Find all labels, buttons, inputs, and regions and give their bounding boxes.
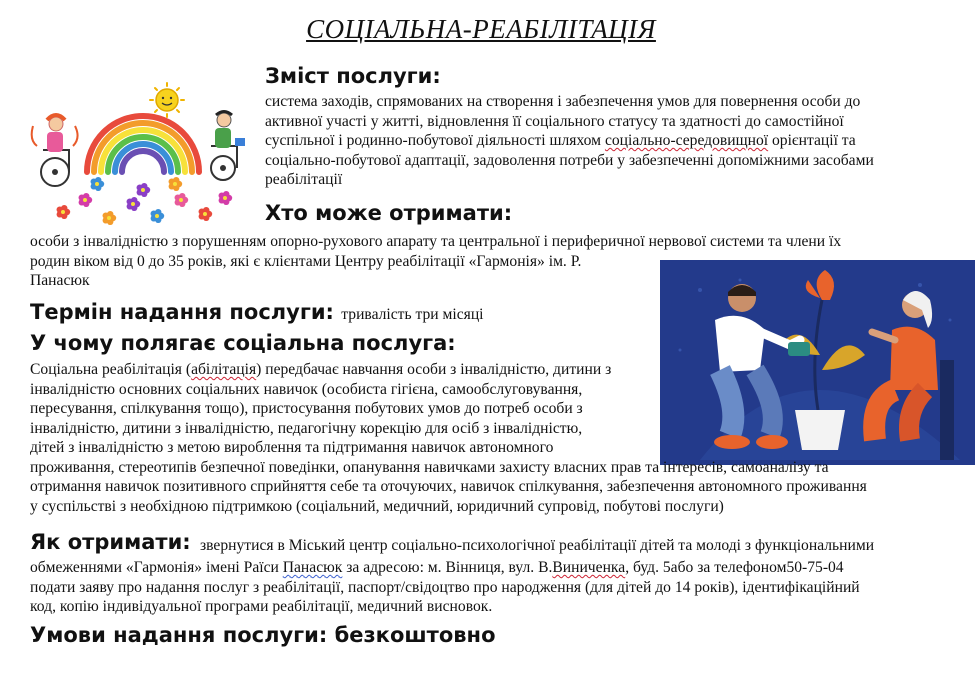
what-line: у суспільстві з необхідною підтримкою (соціальний, медичний, юридичний супровід, побутові послуги) [30, 497, 724, 515]
how-text [30, 558, 860, 617]
who-line: особи з інвалідністю з порушенням опорно-рухового апарату та центральної і периферичної нервової системи та члени їх [30, 233, 842, 250]
what-line: дітей з інвалідністю з метою вироблення та підтримання навичок автономного [30, 439, 554, 456]
how-line: подати заяву про надання послуг з реабілітації, паспорт/свідоцтво про народження (для дітей до 14 років), ідентифікаційний [30, 578, 860, 596]
who-line: Панасюк [30, 272, 90, 289]
content-text [265, 92, 955, 190]
content-line: соціально-побутової адаптації, задоволення потреби у забезпеченні допоміжними засобами [265, 151, 874, 169]
what-line: Соціальна реабілітація (абілітація) передбачає навчання особи з інвалідністю, дитини з [30, 361, 612, 378]
what-line: інвалідністю основних соціальних навичок (особиста гігієна, самообслуговування, [30, 380, 583, 398]
content-line: активної участі у житті, відновлення її соціального статусу та здатності до самостійної [265, 112, 844, 130]
rainbow-children-illustration [25, 80, 263, 228]
how-line: код, копію індивідуальної програми реабілітації, медичний висновок. [30, 598, 493, 615]
conditions-heading: Умови надання послуги: безкоштовно [30, 623, 496, 647]
wheelchair-icon [32, 115, 78, 186]
term-heading: Термін надання послуги: тривалість три місяці [30, 300, 484, 324]
what-heading: У чому полягає соціальна послуга: [30, 331, 456, 355]
content-heading: Зміст послуги: [265, 64, 441, 88]
what-line: пересування, спілкування тощо), пристосування побутових умов до потреб особи з [30, 400, 583, 417]
how-text-first: звернутися в Міський центр соціально-психологічної реабілітації дітей та молоді з функціональними [200, 537, 875, 554]
how-heading: Як отримати: [30, 530, 191, 554]
content-line: реабілітації [265, 171, 343, 188]
who-line: родин віком від 0 до 35 років, які є клієнтами Центру реабілітації «Гармонія» ім. Р. [30, 252, 582, 270]
what-line: отримання навичок позитивного сприйняття себе та оточуючих, навичок спілкування, забезпечення автономного проживання [30, 478, 867, 495]
how-line: обмеженнями «Гармонія» імені Раїси Панасюк за адресою: м. Вінниця, вул. В.Виниченка, буд. 5або за телефоном50-75-04 [30, 559, 844, 576]
content-line: суспільної і родинно-побутової діяльності шляхом соціально-середовищної орієнтації та [265, 132, 856, 149]
term-value: тривалість три місяці [341, 306, 484, 323]
what-line: проживання, стереотипів безпечної поведінки, опанування навичками захисту власних прав та інтересів, самоаналізу та [30, 458, 829, 476]
sun-icon [150, 83, 184, 117]
wheelchair-icon [211, 112, 245, 181]
who-heading: Хто може отримати: [265, 201, 513, 225]
what-line: інвалідністю, дитини з інвалідністю, педагогічну корекцію для осіб з інвалідністю, [30, 419, 583, 437]
page-title: СОЦІАЛЬНА-РЕАБІЛІТАЦІЯ [306, 14, 656, 44]
rainbow-arc [122, 151, 164, 172]
what-text [30, 360, 867, 516]
content-line: система заходів, спрямованих на створення і забезпечення умов для повернення особи до [265, 93, 861, 110]
flowers-icon [57, 177, 233, 225]
conditions-value: безкоштовно [334, 623, 496, 647]
